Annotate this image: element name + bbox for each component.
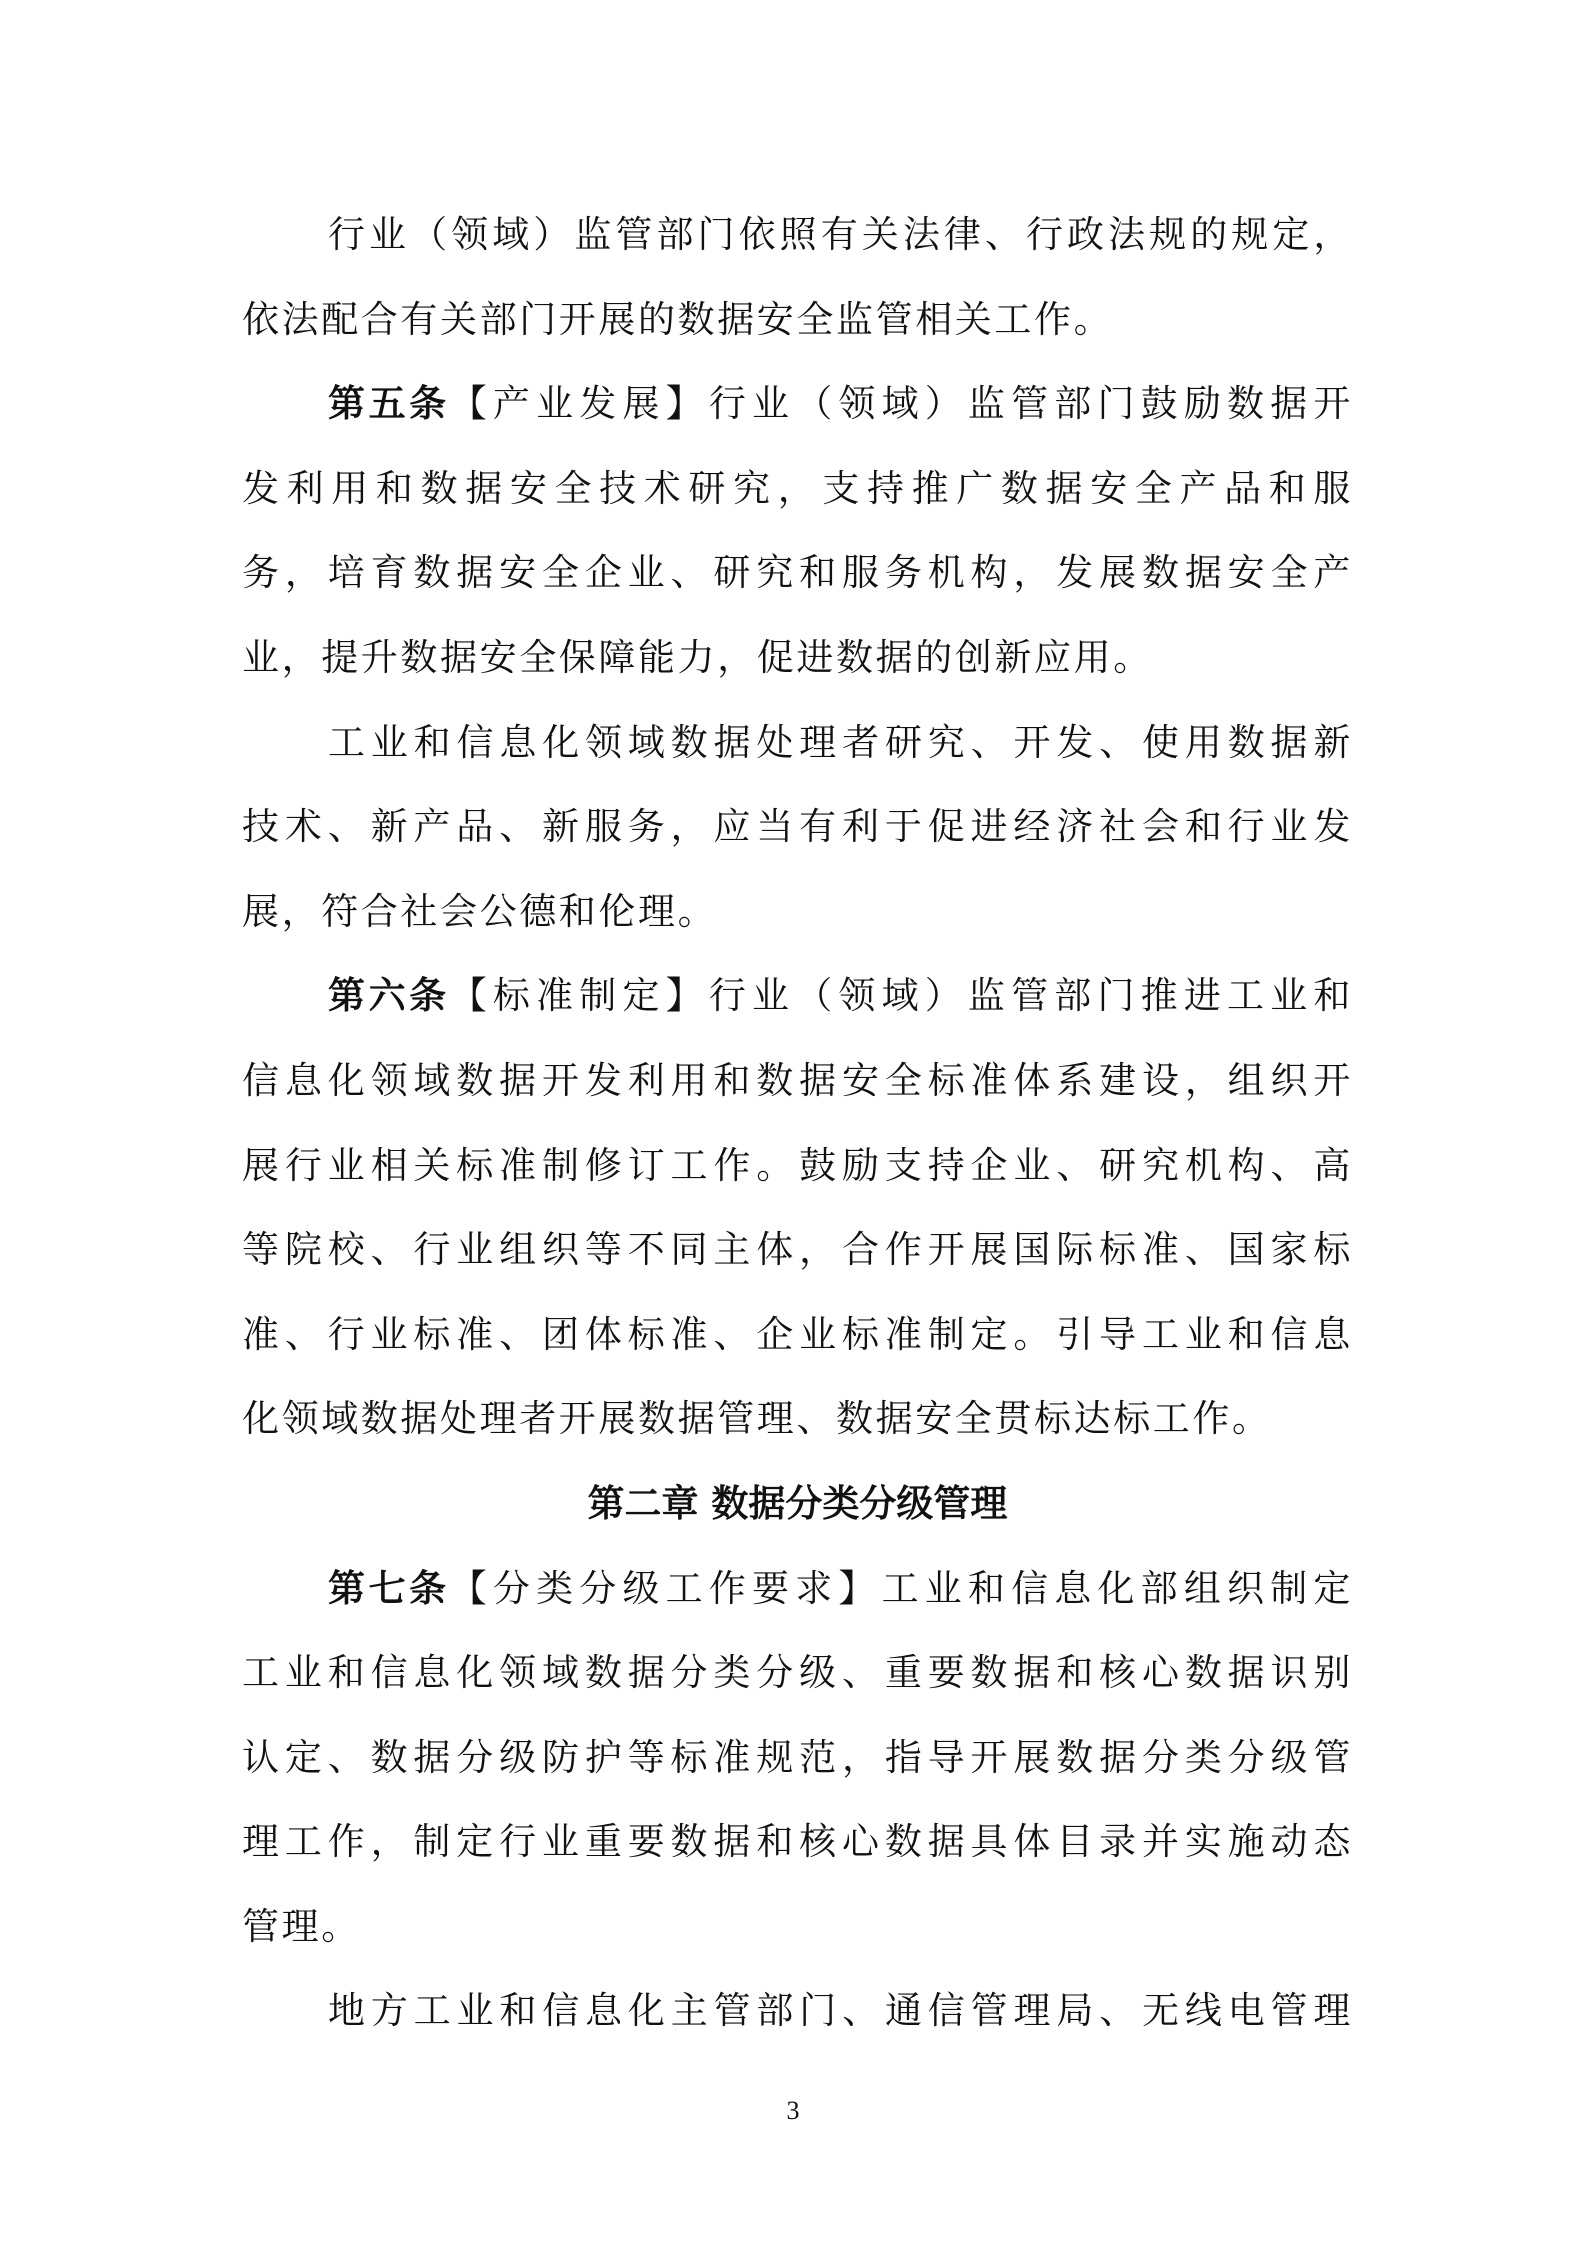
- paragraph-6: [242, 1969, 1353, 2054]
- text-line: 化领域数据处理者开展数据管理、数据安全贯标达标工作。: [242, 1397, 1272, 1441]
- text-line: 管理。: [242, 1904, 361, 1948]
- article-7: [242, 1547, 1353, 1970]
- text-line: 地方工业和信息化主管部门、通信管理局、无线电管理: [328, 1989, 1353, 2033]
- text-line: 行业（领域）监管部门依照有关法律、行政法规的规定，: [328, 213, 1353, 256]
- text-span: 【产业发展】行业（领域）监管部门鼓励数据开: [449, 382, 1353, 426]
- article-6: [242, 954, 1353, 1462]
- text-line: 务，培育数据安全企业、研究和服务机构，发展数据安全产: [242, 551, 1353, 595]
- text-line: [242, 362, 1353, 447]
- text-line: 展，符合社会公德和伦理。: [242, 889, 718, 933]
- paragraph-2: [242, 701, 1353, 955]
- text-line: 准、行业标准、团体标准、企业标准制定。引导工业和信息: [242, 1312, 1353, 1356]
- article-5: [242, 362, 1353, 700]
- article-number: 第五条: [328, 382, 450, 426]
- article-number: 第六条: [328, 974, 450, 1018]
- text-line: 理工作，制定行业重要数据和核心数据具体目录并实施动态: [242, 1820, 1353, 1864]
- page-number: 3: [786, 2096, 800, 2125]
- chapter-heading: 第二章 数据分类分级管理: [587, 1481, 1008, 1525]
- text-line: 发利用和数据安全技术研究，支持推广数据安全产品和服: [242, 466, 1353, 510]
- text-line: 依法配合有关部门开展的数据安全监管相关工作。: [242, 297, 1114, 341]
- text-line: 工业和信息化领域数据处理者研究、开发、使用数据新: [328, 720, 1353, 764]
- text-line: 技术、新产品、新服务，应当有利于促进经济社会和行业发: [242, 805, 1353, 849]
- text-line: 工业和信息化领域数据分类分级、重要数据和核心数据识别: [242, 1651, 1353, 1695]
- document-body: [242, 193, 1353, 2054]
- text-line: 信息化领域数据开发利用和数据安全标准体系建设，组织开: [242, 1058, 1353, 1102]
- text-line: [242, 1547, 1353, 1632]
- text-span: 【分类分级工作要求】工业和信息化部组织制定: [449, 1566, 1353, 1610]
- text-span: 【标准制定】行业（领域）监管部门推进工业和: [449, 974, 1353, 1018]
- text-line: 业，提升数据安全保障能力，促进数据的创新应用。: [242, 635, 1153, 679]
- paragraph-0: [242, 193, 1353, 362]
- text-line: 认定、数据分级防护等标准规范，指导开展数据分类分级管: [242, 1735, 1353, 1779]
- text-line: [242, 954, 1353, 1039]
- text-line: 展行业相关标准制修订工作。鼓励支持企业、研究机构、高: [242, 1143, 1353, 1187]
- article-number: 第七条: [328, 1566, 450, 1610]
- text-line: 等院校、行业组织等不同主体，合作开展国际标准、国家标: [242, 1228, 1353, 1272]
